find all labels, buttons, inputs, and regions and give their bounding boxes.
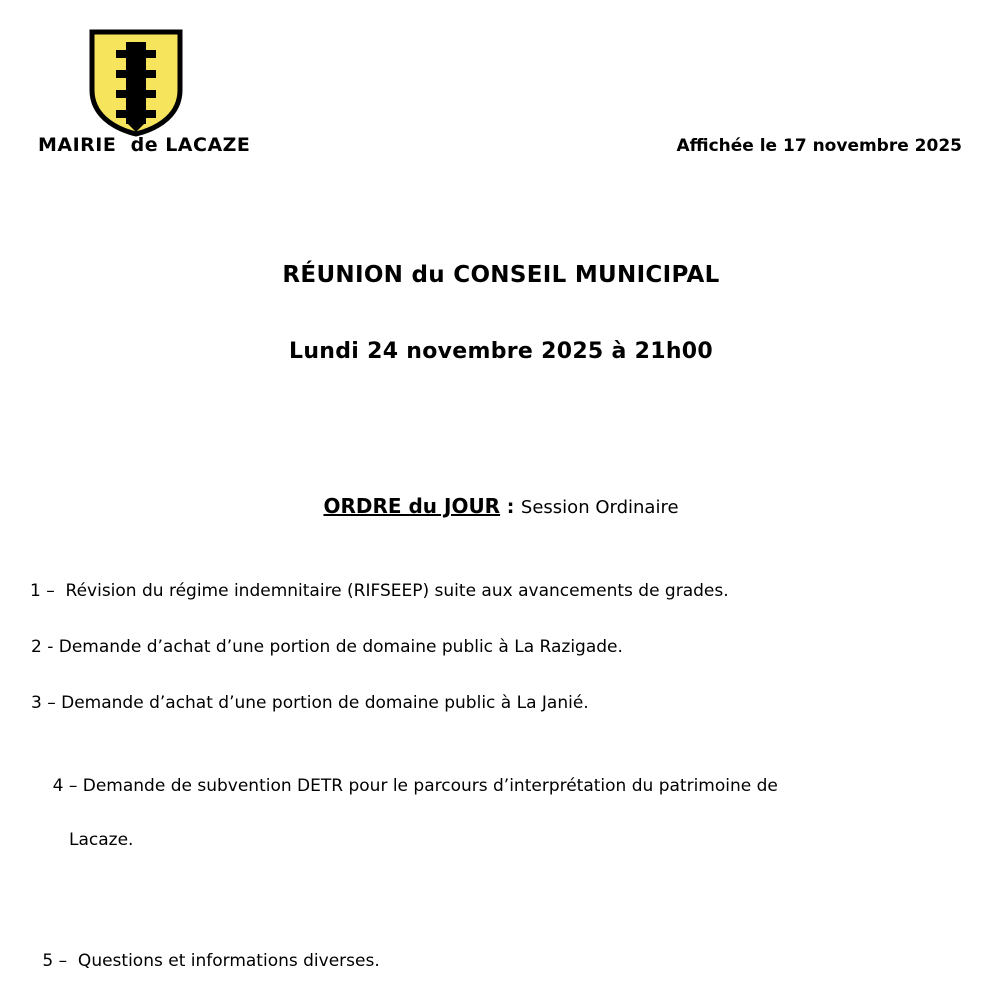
mairie-title: MAIRIE de LACAZE bbox=[38, 134, 251, 156]
agenda-separator: : bbox=[500, 496, 521, 518]
agenda-item-line2: Lacaze. bbox=[69, 830, 134, 850]
agenda-item-line1: 4 – Demande de subvention DETR pour le parcours d’interprétation du patrimoine de bbox=[52, 776, 778, 796]
posting-date: Affichée le 17 novembre 2025 bbox=[676, 136, 962, 156]
meeting-datetime: Lundi 24 novembre 2025 à 21h00 bbox=[289, 339, 713, 364]
agenda-item bbox=[31, 746, 831, 908]
agenda-items-list bbox=[30, 578, 970, 1004]
coat-of-arms-lacaze-icon bbox=[88, 28, 184, 138]
document-header bbox=[0, 0, 1002, 175]
agenda-heading bbox=[0, 494, 1002, 518]
agenda-label: ORDRE du JOUR bbox=[323, 494, 501, 518]
page-title: RÉUNION du CONSEIL MUNICIPAL bbox=[282, 262, 720, 288]
agenda-item: 5 – Questions et informations diverses. bbox=[37, 951, 380, 971]
agenda-item: 2 - Demande d’achat d’une portion de domaine public à La Razigade. bbox=[31, 637, 623, 657]
agenda-item: 1 – Révision du régime indemnitaire (RIFSEEP) suite aux avancements de grades. bbox=[30, 581, 729, 601]
agenda-session-type: Session Ordinaire bbox=[520, 497, 679, 518]
agenda-item: 3 – Demande d’achat d’une portion de domaine public à La Janié. bbox=[31, 693, 589, 713]
